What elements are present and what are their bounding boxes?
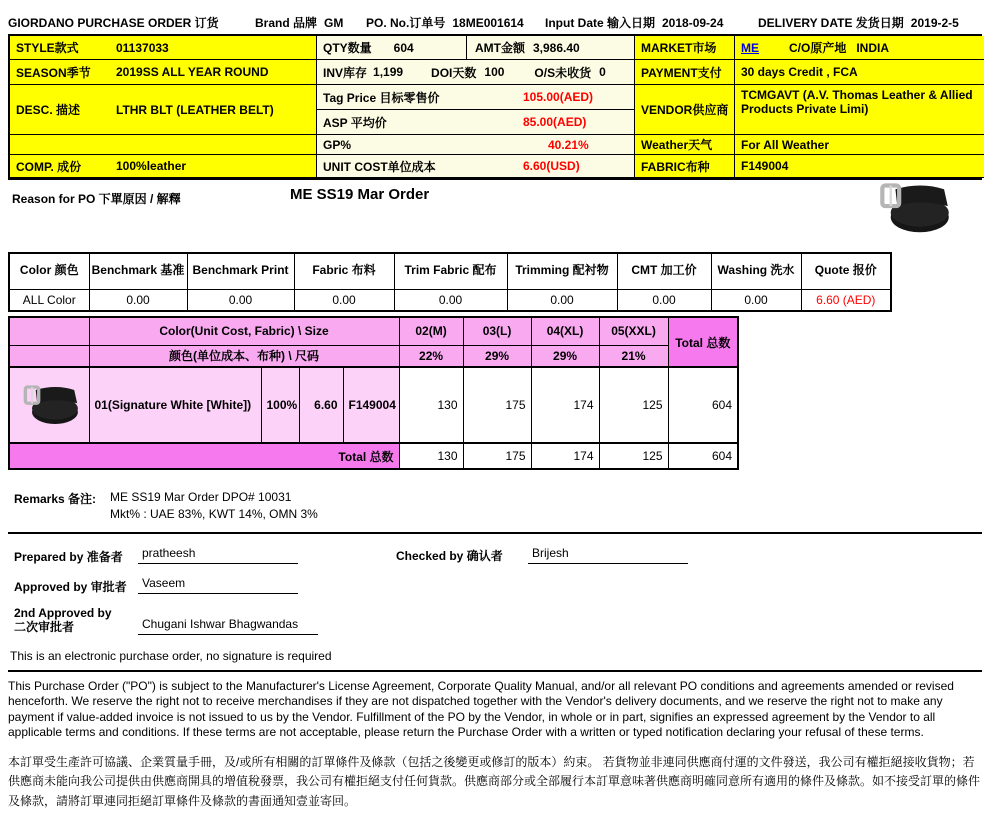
qty-l: 175: [463, 367, 531, 443]
qty-amt-cell: [317, 36, 635, 60]
composition-value: 100%leather: [116, 159, 187, 173]
fabric-value-cell: [735, 155, 984, 178]
inv-value: 1,199: [373, 65, 404, 79]
qty-field: [317, 36, 467, 59]
remarks-line-1: ME SS19 Mar Order DPO# 10031: [110, 490, 292, 504]
total-qty-xxl: 125: [599, 443, 668, 469]
brand-label: Brand 品牌: [255, 16, 318, 30]
input-date-label: Input Date 输入日期: [545, 16, 655, 30]
belt-product-image: [868, 178, 964, 236]
po-number-value: 18ME001614: [452, 16, 524, 30]
total-qty-m: 130: [399, 443, 463, 469]
country-origin-label: C/O原产地: [789, 41, 847, 55]
trim-fabric-value: 0.00: [394, 289, 507, 311]
empty-yellow-cell: [10, 135, 317, 155]
size-total-row: [9, 443, 738, 469]
fabric-value: F149004: [741, 159, 789, 173]
checked-by-label: Checked by 确认者: [396, 549, 503, 563]
col-header-fabric: Fabric 布料: [294, 253, 394, 289]
size-header-l: 03(L): [463, 317, 531, 345]
weather-value: For All Weather: [741, 137, 830, 152]
color-percent: 100%: [261, 367, 299, 443]
unit-cost-label: UNIT COST单位成本: [323, 159, 436, 174]
color-fabric-code: F149004: [343, 367, 399, 443]
second-approved-label-cn: 二次审批者: [14, 620, 75, 635]
approved-by-label: Approved by 审批者: [14, 579, 127, 594]
description-value: LTHR BLT (LEATHER BELT): [116, 102, 274, 117]
market-value-cell: [735, 36, 984, 60]
qty-xxl: 125: [599, 367, 668, 443]
remarks-line-2: Mkt% : UAE 83%, KWT 14%, OMN 3%: [110, 507, 318, 521]
total-row-label: Total 总数: [9, 443, 399, 469]
payment-value: 30 days Credit , FCA: [741, 65, 858, 79]
input-date-field: [545, 14, 723, 31]
col-header-cmt: CMT 加工价: [617, 253, 711, 289]
col-header-benchmark: Benchmark 基准: [89, 253, 187, 289]
weather-label-cell: [635, 135, 735, 155]
gp-value: 40.21%: [548, 137, 589, 152]
brand-field: [255, 14, 343, 31]
size-header-xxl: 05(XXL): [599, 317, 668, 345]
col-header-washing: Washing 洗水: [711, 253, 801, 289]
payment-label-cell: [635, 60, 735, 85]
doi-value: 100: [484, 65, 505, 79]
size-percent-m: 22%: [399, 345, 463, 367]
description-cell: [10, 85, 317, 135]
second-approved-label: [8, 606, 138, 635]
remarks-content: [110, 490, 318, 524]
remarks-section: [8, 490, 982, 524]
os-label: O/S未收货: [534, 65, 592, 80]
composition-label: COMP. 成份: [16, 159, 82, 174]
total-qty-l: 175: [463, 443, 531, 469]
tag-price-label: Tag Price 目标零售价: [323, 90, 440, 105]
reason-section: [8, 180, 982, 242]
input-date-value: 2018-09-24: [662, 16, 724, 30]
col-header-trimming: Trimming 配衬物: [507, 253, 617, 289]
style-label: STYLE款式: [16, 41, 79, 55]
image-column-header-2: [9, 345, 89, 367]
fabric-label: FABRIC布种: [641, 159, 710, 174]
color-swatch-image: [9, 367, 89, 443]
doi-label: DOI天数: [431, 65, 477, 80]
benchmark-data-row: [9, 289, 891, 311]
total-qty-xl: 174: [531, 443, 599, 469]
size-header-row-en: [9, 317, 738, 345]
benchmark-value: 0.00: [89, 289, 187, 311]
order-info-grid: [8, 34, 982, 180]
delivery-date-label: DELIVERY DATE 发货日期: [758, 16, 904, 30]
qty-m: 130: [399, 367, 463, 443]
legal-terms-english: This Purchase Order ("PO") is subject to the Manufacturer's License Agreement, Corporate Quality Manual, and/or all relevant PO conditions and agreements amended or revised henceforth. We reserve the right not to receive merchandises if they are not dispatched together with the Vendor's delivery documents, and we reserve the right not to make any payment if value-added invoice is not issued to us by the Vendor. Fulfillment of the PO by the Vendor, in whole or in part, signifies an expressed agreement by the Vendor to all applicable terms and conditions. If these terms are not acceptable, please return the Purchase Order with a written or typed notification declaring your refusal of these terms.: [8, 678, 954, 739]
weather-value-cell: [735, 135, 984, 155]
checked-by-value: Brijesh: [528, 546, 688, 564]
trimming-value: 0.00: [507, 289, 617, 311]
electronic-order-note: This is an electronic purchase order, no signature is required: [10, 648, 332, 663]
po-number-field: [366, 14, 524, 31]
qty-xl: 174: [531, 367, 599, 443]
fabric-label-cell: [635, 155, 735, 178]
benchmark-table: [8, 252, 892, 312]
qty-value: 604: [393, 40, 414, 55]
reason-label: Reason for PO 下單原因 / 解釋: [12, 192, 181, 206]
tag-price-cell: [317, 85, 635, 110]
size-header-xl: 04(XL): [531, 317, 599, 345]
asp-label: ASP 平均价: [323, 115, 387, 130]
color-unit-cost: 6.60: [299, 367, 343, 443]
style-cell: [10, 36, 317, 60]
size-percent-l: 29%: [463, 345, 531, 367]
description-label: DESC. 描述: [16, 103, 81, 117]
season-label: SEASON季节: [16, 65, 91, 80]
document-header: [8, 8, 982, 34]
amt-field: [467, 37, 588, 58]
color-name: 01(Signature White [White]): [89, 367, 261, 443]
benchmark-header-row: [9, 253, 891, 289]
os-value: 0: [599, 65, 606, 79]
delivery-date-field: [758, 14, 959, 31]
vendor-value: TCMGAVT (A.V. Thomas Leather & Allied Products Private Limi): [741, 88, 973, 117]
vendor-value-cell: [735, 85, 984, 135]
season-value: 2019SS ALL YEAR ROUND: [116, 65, 269, 79]
color-size-header-cn: 颜色(单位成本、布种) \ 尺码: [89, 345, 399, 367]
fabric-cost-value: 0.00: [294, 289, 394, 311]
remarks-label: Remarks 备注:: [14, 492, 97, 506]
col-header-benchmark-print: Benchmark Print: [187, 253, 294, 289]
prepared-by-value: pratheesh: [138, 546, 298, 564]
col-header-color: Color 颜色: [9, 253, 89, 289]
market-label: MARKET市场: [641, 41, 717, 55]
section-divider: [8, 532, 982, 534]
col-header-quote: Quote 报价: [801, 253, 891, 289]
market-value: ME: [741, 40, 759, 55]
market-label-cell: [635, 36, 735, 60]
qty-label: QTY数量: [323, 41, 372, 55]
footer-divider: [8, 670, 982, 672]
vendor-label-cell: [635, 85, 735, 135]
benchmark-print-value: 0.00: [187, 289, 294, 311]
season-cell: [10, 60, 317, 85]
amt-value: 3,986.40: [533, 40, 580, 55]
composition-cell: [10, 155, 317, 178]
style-value: 01137033: [116, 40, 169, 55]
color-data-row: [9, 367, 738, 443]
grand-total-qty: 604: [668, 443, 738, 469]
vendor-label: VENDOR供应商: [641, 103, 729, 117]
size-percent-xxl: 21%: [599, 345, 668, 367]
asp-cell: [317, 110, 635, 135]
legal-terms-chinese: 本訂單受生產許可協議、企業質量手冊，及/或所有相關的訂單條件及條款（包括之後變更或修訂的版本）約束。 若貨物並非連同供應商付運的文件發送，我公司有權拒絕接收貨物；若供應商未能向我公司提供由供應商開具的增值稅發票，我公司有權拒絕支付任何貨款。供應商部分或全部履行本訂單意味著供應商明確同意所有適用的條件及條款。如不接受訂單的條件及條款，請將訂單連同拒絕訂單條件及條款的書面通知壹並寄回。: [8, 755, 981, 808]
document-title: GIORDANO PURCHASE ORDER 订货: [8, 16, 219, 30]
order-title: ME SS19 Mar Order: [290, 186, 430, 203]
approved-row: [8, 576, 982, 594]
po-number-label: PO. No.订单号: [366, 16, 446, 30]
color-size-header-en: Color(Unit Cost, Fabric) \ Size: [89, 317, 399, 345]
cmt-value: 0.00: [617, 289, 711, 311]
quote-value: 6.60 (AED): [801, 289, 891, 311]
second-approved-value: Chugani Ishwar Bhagwandas: [138, 617, 318, 635]
weather-label: Weather天气: [641, 138, 713, 152]
prepared-by-label: Prepared by 准备者: [14, 549, 123, 564]
delivery-date-value: 2019-2-5: [910, 16, 959, 30]
payment-label: PAYMENT支付: [641, 65, 722, 80]
row-total-qty: 604: [668, 367, 738, 443]
inventory-cell: [317, 60, 635, 85]
approved-by-value: Vaseem: [138, 576, 298, 594]
total-column-header: Total 总数: [668, 317, 738, 367]
size-percent-xl: 29%: [531, 345, 599, 367]
prepared-checked-row: [8, 546, 982, 564]
gp-label: GP%: [323, 137, 352, 152]
benchmark-color: ALL Color: [9, 289, 89, 311]
payment-value-cell: [735, 60, 984, 85]
size-breakdown-table: [8, 316, 739, 470]
tag-price-value: 105.00(AED): [523, 90, 594, 104]
amt-label: AMT金额: [475, 41, 525, 55]
gp-cell: [317, 135, 635, 155]
washing-value: 0.00: [711, 289, 801, 311]
image-column-header: [9, 317, 89, 345]
inv-label: INV库存: [323, 65, 368, 80]
country-origin-value: INDIA: [856, 40, 890, 55]
unit-cost-cell: [317, 155, 635, 178]
unit-cost-value: 6.60(USD): [523, 159, 580, 173]
brand-value: GM: [324, 16, 344, 30]
asp-value: 85.00(AED): [523, 115, 587, 129]
size-header-row-cn: [9, 345, 738, 367]
second-approved-row: [8, 606, 982, 635]
second-approved-label-en: 2nd Approved by: [14, 606, 112, 620]
size-header-m: 02(M): [399, 317, 463, 345]
col-header-trim-fabric: Trim Fabric 配布: [394, 253, 507, 289]
